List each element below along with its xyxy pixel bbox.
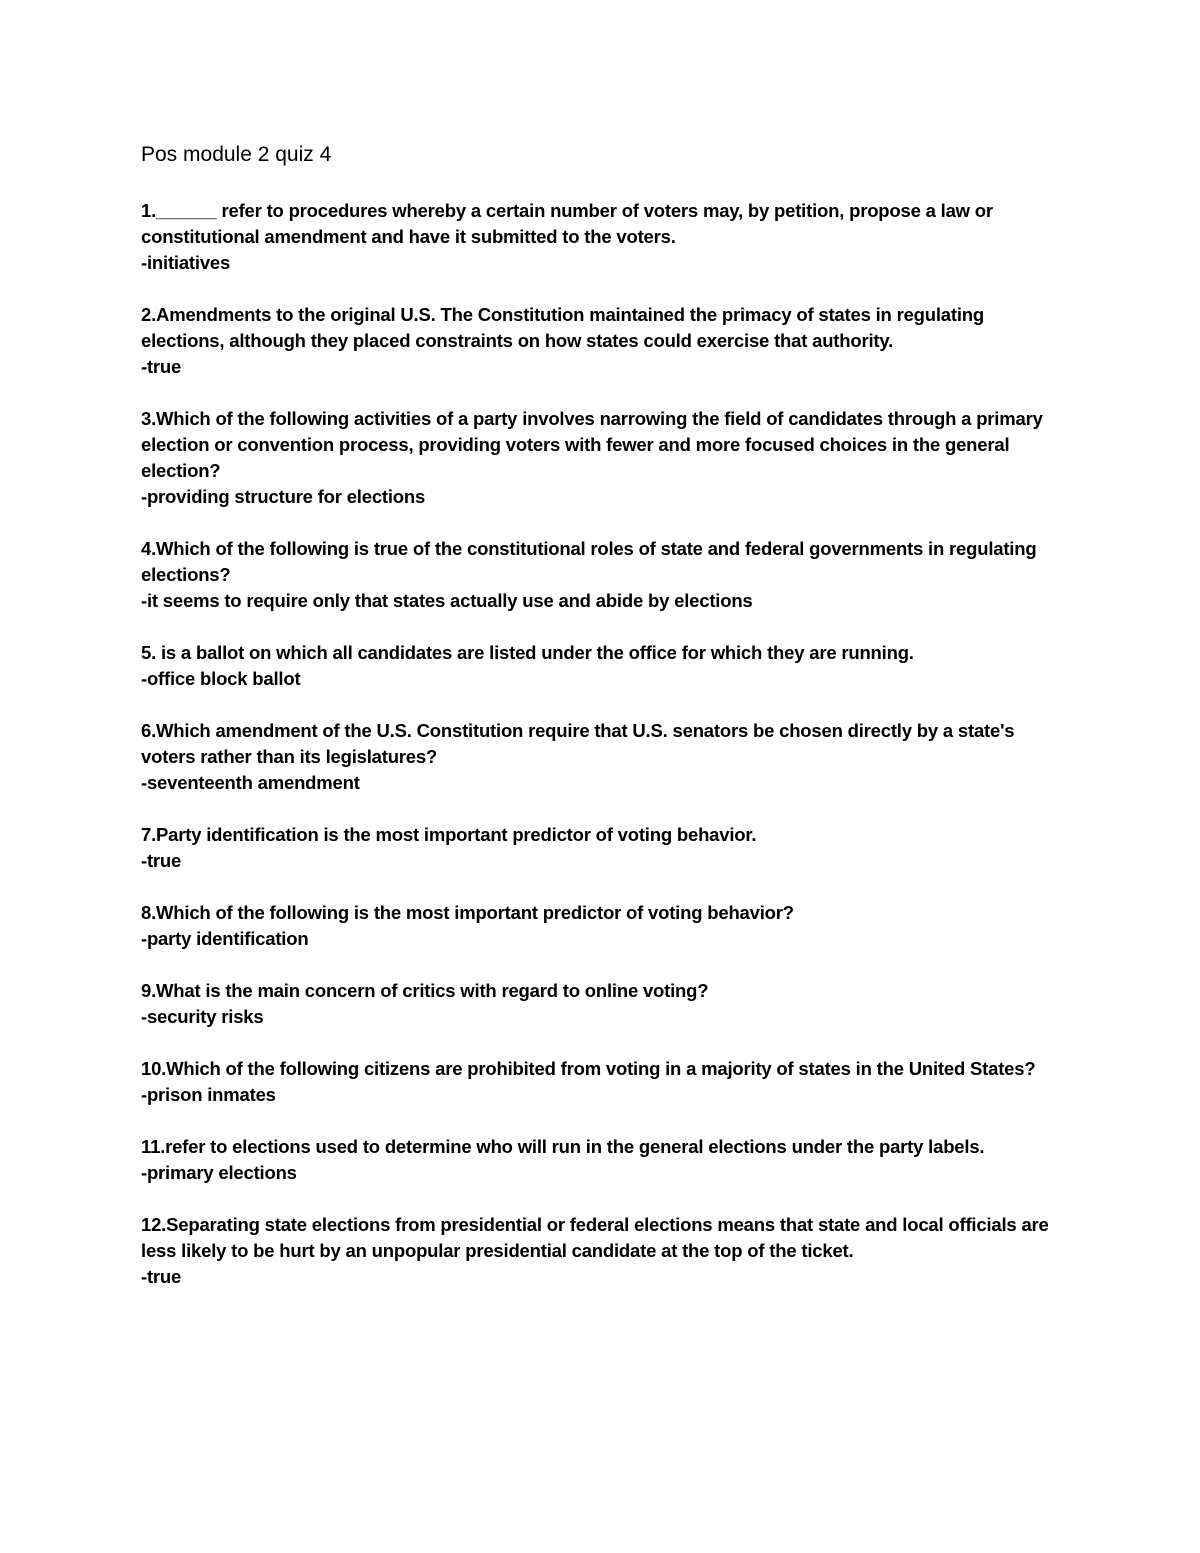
- qa-item-2: [141, 302, 1071, 380]
- question-text: 3.Which of the following activities of a party involves narrowing the field of candidates through a primary election or convention process, providing voters with fewer and more focused choices in the general election?: [141, 408, 1043, 481]
- qa-item-11: [141, 1134, 1071, 1186]
- answer-text: -initiatives: [141, 252, 231, 273]
- answer-text: -office block ballot: [141, 668, 301, 689]
- question-text: 8.Which of the following is the most important predictor of voting behavior?: [141, 902, 794, 923]
- question-text: 11.refer to elections used to determine who will run in the general elections under the party labels.: [141, 1136, 985, 1157]
- question-text: 6.Which amendment of the U.S. Constitution require that U.S. senators be chosen directly by a state's voters rather than its legislatures?: [141, 720, 1015, 767]
- qa-item-12: [141, 1212, 1071, 1290]
- qa-item-5: [141, 640, 1071, 692]
- question-text: 4.Which of the following is true of the constitutional roles of state and federal governments in regulating elections?: [141, 538, 1037, 585]
- qa-item-7: [141, 822, 1071, 874]
- qa-item-8: [141, 900, 1071, 952]
- qa-item-9: [141, 978, 1071, 1030]
- document-title: Pos module 2 quiz 4: [141, 143, 332, 166]
- question-list: [141, 198, 1071, 1316]
- answer-text: -prison inmates: [141, 1084, 276, 1105]
- qa-item-4: [141, 536, 1071, 614]
- qa-item-10: [141, 1056, 1071, 1108]
- answer-text: -providing structure for elections: [141, 486, 426, 507]
- question-text: 12.Separating state elections from presidential or federal elections means that state and local officials are less likely to be hurt by an unpopular presidential candidate at the top of the ticket.: [141, 1214, 1049, 1261]
- answer-text: -security risks: [141, 1006, 264, 1027]
- answer-text: -seventeenth amendment: [141, 772, 360, 793]
- question-text: 10.Which of the following citizens are prohibited from voting in a majority of states in the United States?: [141, 1058, 1036, 1079]
- answer-text: -party identification: [141, 928, 309, 949]
- question-text: 5. is a ballot on which all candidates are listed under the office for which they are running.: [141, 642, 914, 663]
- qa-item-6: [141, 718, 1071, 796]
- answer-text: -true: [141, 356, 182, 377]
- answer-text: -it seems to require only that states actually use and abide by elections: [141, 590, 753, 611]
- qa-item-3: [141, 406, 1071, 510]
- qa-item-1: [141, 198, 1071, 276]
- answer-text: -true: [141, 850, 182, 871]
- answer-text: -primary elections: [141, 1162, 297, 1183]
- question-text: 7.Party identification is the most important predictor of voting behavior.: [141, 824, 757, 845]
- answer-text: -true: [141, 1266, 182, 1287]
- question-text: 9.What is the main concern of critics with regard to online voting?: [141, 980, 709, 1001]
- question-text: 1.______ refer to procedures whereby a certain number of voters may, by petition, propose a law or constitutional amendment and have it submitted to the voters.: [141, 200, 993, 247]
- question-text: 2.Amendments to the original U.S. The Constitution maintained the primacy of states in regulating elections, although they placed constraints on how states could exercise that authority.: [141, 304, 985, 351]
